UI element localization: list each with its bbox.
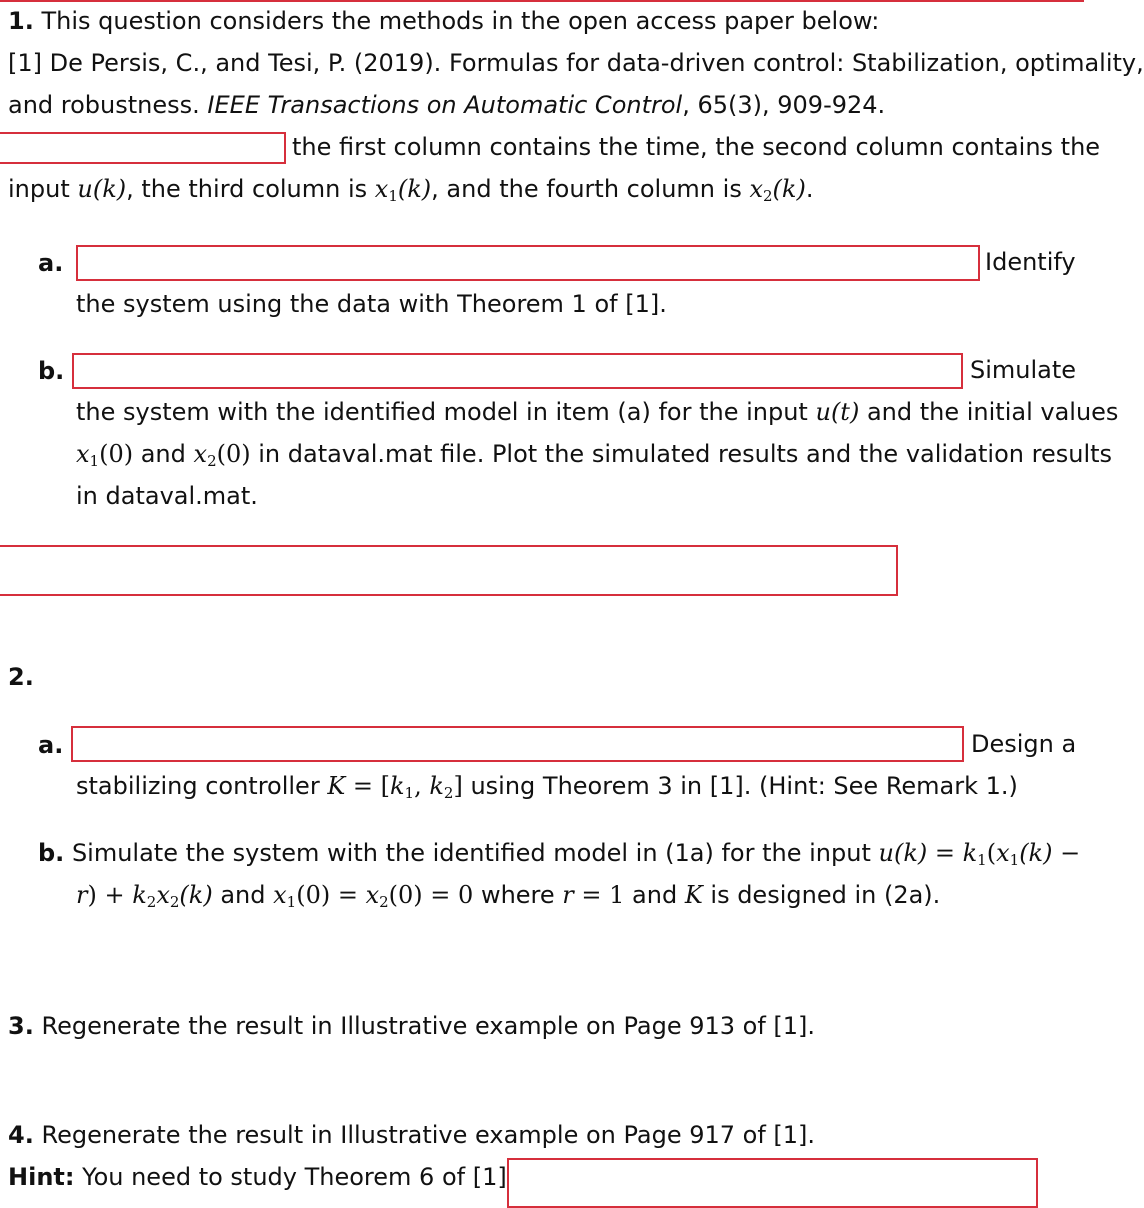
ref-journal: IEEE Transactions on Automatic Control <box>207 91 683 119</box>
math-r: r <box>562 881 574 909</box>
text: , and the fourth column is <box>431 175 750 203</box>
text: . <box>805 175 814 203</box>
subscript: 2 <box>146 893 157 911</box>
q4-number: 4. <box>8 1121 34 1149</box>
q1a-tail: Identify <box>985 248 1076 276</box>
q1-data-line2 <box>8 174 813 204</box>
math-eq: = [ <box>345 772 390 800</box>
text: and <box>624 881 685 909</box>
q4-text: Regenerate the result in Illustrative example on Page 917 of [1]. <box>41 1121 816 1149</box>
q1b-line3: in dataval.mat. <box>76 482 258 510</box>
text: stabilizing controller <box>76 772 328 800</box>
text: and <box>133 440 194 468</box>
math-k: k <box>429 772 444 800</box>
subscript: 1 <box>286 893 297 911</box>
subscript: 1 <box>404 784 415 802</box>
math-plus: ) + <box>87 881 133 909</box>
ref-text: and robustness. <box>8 91 208 119</box>
q1b-line1 <box>76 397 1118 427</box>
redaction-box <box>76 245 980 281</box>
q1-data-line1: the first column contains the time, the second column contains the <box>292 133 1101 161</box>
q2-number: 2. <box>8 663 34 691</box>
redaction-box <box>0 545 898 596</box>
q2a-label: a. <box>38 731 64 759</box>
math-k: (k) <box>772 175 806 203</box>
q4-hint <box>8 1162 507 1192</box>
top-rule <box>0 0 1084 2</box>
hint-label: Hint: <box>8 1163 75 1191</box>
redaction-box <box>0 132 286 164</box>
math-eq: = <box>927 839 963 867</box>
q1b-tail: Simulate <box>970 356 1077 384</box>
subscript: 1 <box>388 187 398 205</box>
q1a-continuation: the system using the data with Theorem 1 of [1]. <box>76 290 667 318</box>
q2b-label: b. <box>38 839 65 867</box>
q2a-continuation <box>76 771 1018 801</box>
subscript: 2 <box>763 187 773 205</box>
q1a-label: a. <box>38 249 64 277</box>
text: Simulate the system with the identified model in (1a) for the input <box>71 839 879 867</box>
q2a-tail: Design a <box>971 730 1077 758</box>
q1-reference-line1: [1] De Persis, C., and Tesi, P. (2019). Formulas for data-driven control: Stabilization, optimality, <box>8 49 1144 77</box>
redaction-box <box>71 726 964 762</box>
math-k: (k) <box>179 881 213 909</box>
math-eq: = 1 <box>573 881 625 909</box>
math-u: u <box>878 839 894 867</box>
math-x: x <box>996 839 1010 867</box>
math-bracket: ] <box>453 772 463 800</box>
math-t: (t) <box>830 398 860 426</box>
q3-number: 3. <box>8 1012 34 1040</box>
math-zero: (0) <box>99 440 134 468</box>
q1-number: 1. <box>8 7 34 35</box>
math-x: x <box>749 175 763 203</box>
math-K: K <box>684 881 703 909</box>
subscript: 2 <box>169 893 180 911</box>
math-k: k <box>132 881 147 909</box>
math-K: K <box>327 772 346 800</box>
q1-intro-text: This question considers the methods in the open access paper below: <box>41 7 880 35</box>
q1b-line2 <box>76 439 1112 469</box>
subscript: 1 <box>1009 851 1020 869</box>
text: and the initial values <box>859 398 1119 426</box>
q3 <box>8 1011 815 1041</box>
text: in dataval.mat file. Plot the simulated results and the validation results <box>250 440 1113 468</box>
text: where <box>473 881 563 909</box>
math-x: x <box>76 440 90 468</box>
subscript: 2 <box>443 784 454 802</box>
math-k: k <box>962 839 978 867</box>
math-x: x <box>273 881 287 909</box>
math-zero: (0) = <box>296 881 366 909</box>
ref-volume: , 65(3), 909-924. <box>682 91 886 119</box>
redaction-box <box>72 353 963 389</box>
subscript: 1 <box>89 452 100 470</box>
math-x: x <box>365 881 380 909</box>
text: , the third column is <box>126 175 375 203</box>
q1-intro <box>8 6 879 36</box>
text: using Theorem 3 in [1]. (Hint: See Remark 1.) <box>462 772 1018 800</box>
math-k: (k) <box>1019 839 1053 867</box>
text: the system with the identified model in item (a) for the input <box>76 398 816 426</box>
q1b-label: b. <box>38 357 65 385</box>
subscript: 1 <box>977 851 987 869</box>
q3-text: Regenerate the result in Illustrative example on Page 913 of [1]. <box>41 1012 816 1040</box>
redaction-box <box>507 1158 1038 1208</box>
math-x: x <box>156 881 170 909</box>
math-zero: (0) = 0 <box>388 881 474 909</box>
math-u: u <box>77 175 93 203</box>
math-k: k <box>390 772 405 800</box>
math-x: x <box>193 440 208 468</box>
hint-text: You need to study Theorem 6 of [1] <box>74 1163 507 1191</box>
math-x: x <box>374 175 389 203</box>
q4 <box>8 1120 815 1150</box>
subscript: 2 <box>207 452 217 470</box>
math-minus: − <box>1052 839 1081 867</box>
text: and <box>212 881 274 909</box>
math-paren: ( <box>986 839 997 867</box>
math-k: (k) <box>893 839 928 867</box>
math-k: (k) <box>92 175 127 203</box>
q1-reference-line2 <box>8 90 885 120</box>
math-k: (k) <box>397 175 432 203</box>
text: is designed in (2a). <box>702 881 941 909</box>
math-r: r <box>76 881 88 909</box>
subscript: 2 <box>379 893 389 911</box>
q2b-line2 <box>76 880 940 910</box>
text: input <box>8 175 78 203</box>
math-comma: , <box>414 772 430 800</box>
math-u: u <box>815 398 831 426</box>
q2b-line1 <box>38 838 1080 868</box>
math-zero: (0) <box>216 440 251 468</box>
